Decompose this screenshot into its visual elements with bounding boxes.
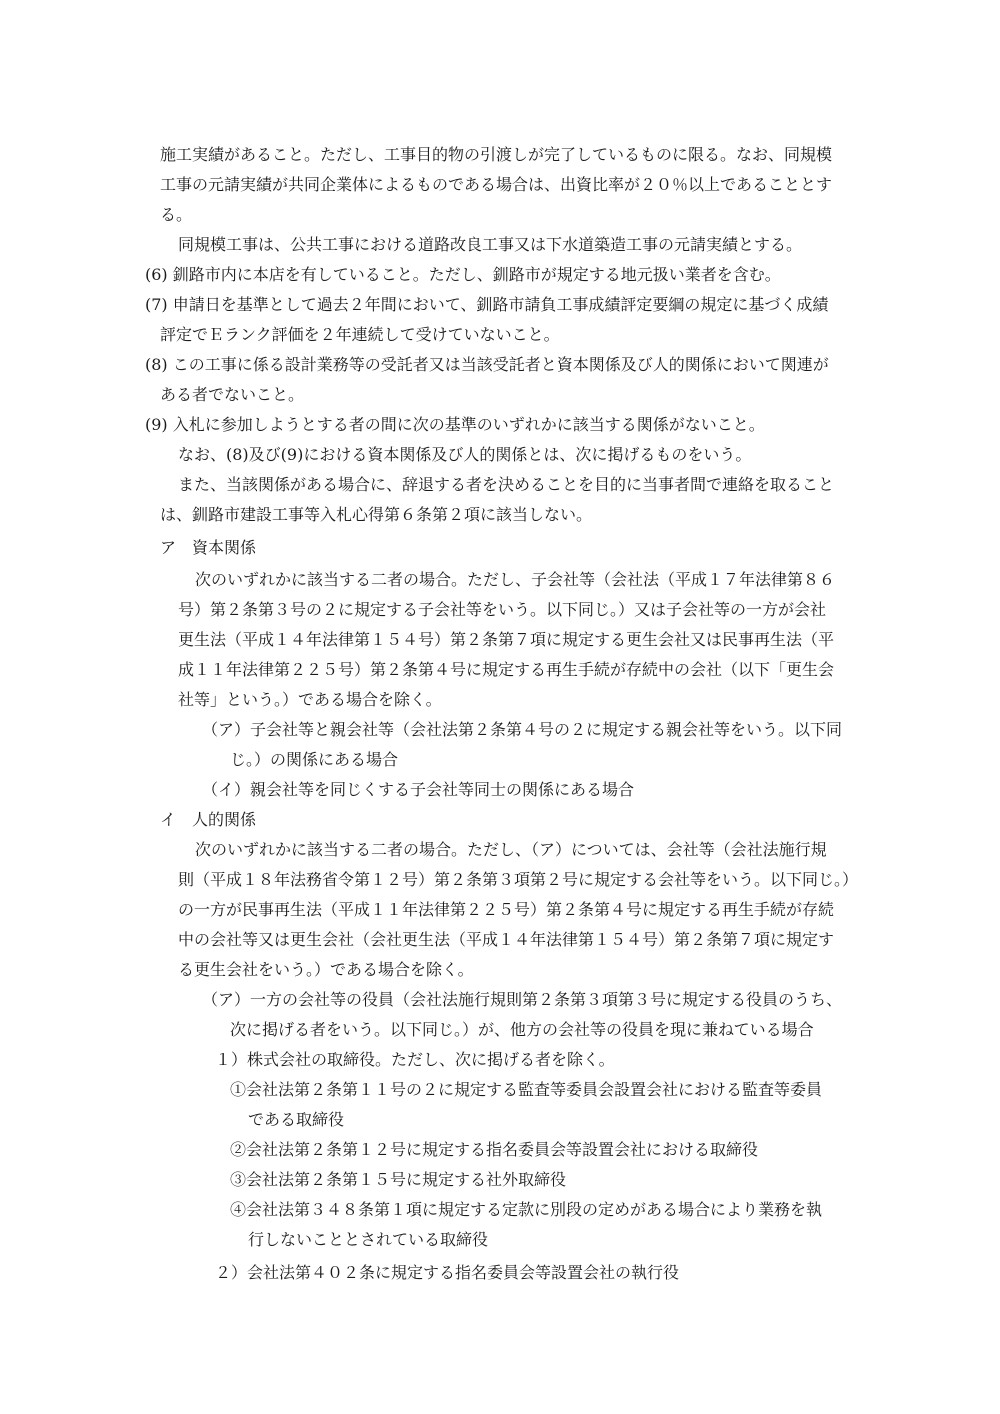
- section-heading-personnel: イ 人的関係: [160, 810, 257, 829]
- list-item-6: (6) 釧路市内に本店を有していること。ただし、釧路市が規定する地元扱い業者を含む。: [145, 265, 781, 284]
- text-line: 社等」という。）である場合を除く。: [178, 690, 442, 709]
- list-item-a: （ア）一方の会社等の役員（会社法施行規則第２条第３項第３号に規定する役員のうち、: [202, 990, 843, 1009]
- list-item-1: １）株式会社の取締役。ただし、次に掲げる者を除く。: [215, 1050, 615, 1069]
- list-item-9: (9) 入札に参加しようとする者の間に次の基準のいずれかに該当する関係がないこと。: [145, 415, 765, 434]
- list-item-circled-2: ②会社法第２条第１２号に規定する指名委員会等設置会社における取締役: [230, 1140, 759, 1159]
- text-line: ある者でないこと。: [160, 385, 305, 404]
- text-line: 評定でＥランク評価を２年連続して受けていないこと。: [160, 325, 560, 344]
- list-item-i: （イ）親会社等を同じくする子会社等同士の関係にある場合: [202, 780, 635, 799]
- text-line: 中の会社等又は更生会社（会社更生法（平成１４年法律第１５４号）第２条第７項に規定す: [178, 930, 835, 949]
- text-line: 施工実績があること。ただし、工事目的物の引渡しが完了しているものに限る。なお、同規模: [160, 145, 833, 164]
- list-item-circled-4: ④会社法第３４８条第１項に規定する定款に別段の定めがある場合により業務を執: [230, 1200, 823, 1219]
- text-line: 次に掲げる者をいう。以下同じ。）が、他方の会社等の役員を現に兼ねている場合: [230, 1020, 814, 1039]
- text-line: 更生法（平成１４年法律第１５４号）第２条第７項に規定する更生会社又は民事再生法（平: [178, 630, 835, 649]
- text-line: である取締役: [248, 1110, 345, 1129]
- text-line: 次のいずれかに該当する二者の場合。ただし、（ア）については、会社等（会社法施行規: [195, 840, 827, 859]
- text-line: 則（平成１８年法務省令第１２号）第２条第３項第２号に規定する会社等をいう。以下同じ。）: [178, 870, 859, 889]
- list-item-circled-1: ①会社法第２条第１１号の２に規定する監査等委員会設置会社における監査等委員: [230, 1080, 823, 1099]
- text-line: 成１１年法律第２２５号）第２条第４号に規定する再生手続が存続中の会社（以下「更生会: [178, 660, 835, 679]
- text-line: る。: [160, 205, 193, 224]
- text-line: は、釧路市建設工事等入札心得第６条第２項に該当しない。: [160, 505, 593, 524]
- text-line: また、当該関係がある場合に、辞退する者を決めることを目的に当事者間で連絡を取ること: [178, 475, 835, 494]
- text-line: じ。）の関係にある場合: [230, 750, 399, 769]
- text-line: 工事の元請実績が共同企業体によるものである場合は、出資比率が２０％以上であることとす: [160, 175, 833, 194]
- list-item-a: （ア）子会社等と親会社等（会社法第２条第４号の２に規定する親会社等をいう。以下同: [202, 720, 843, 739]
- list-item-2: ２）会社法第４０２条に規定する指名委員会等設置会社の執行役: [215, 1263, 680, 1282]
- text-line: 次のいずれかに該当する二者の場合。ただし、子会社等（会社法（平成１７年法律第８６: [195, 570, 836, 589]
- text-line: 行しないこととされている取締役: [248, 1230, 489, 1249]
- list-item-circled-3: ③会社法第２条第１５号に規定する社外取締役: [230, 1170, 567, 1189]
- text-line: る更生会社をいう。）である場合を除く。: [178, 960, 474, 979]
- text-line: 号）第２条第３号の２に規定する子会社等をいう。以下同じ。）又は子会社等の一方が会社: [178, 600, 827, 619]
- text-line: 同規模工事は、公共工事における道路改良工事又は下水道築造工事の元請実績とする。: [178, 235, 803, 254]
- text-line: なお、(8)及び(9)における資本関係及び人的関係とは、次に掲げるものをいう。: [178, 445, 752, 464]
- text-line: の一方が民事再生法（平成１１年法律第２２５号）第２条第４号に規定する再生手続が存続: [178, 900, 835, 919]
- list-item-8: (8) この工事に係る設計業務等の受託者又は当該受託者と資本関係及び人的関係において関連が: [145, 355, 829, 374]
- list-item-7: (7) 申請日を基準として過去２年間において、釧路市請負工事成績評定要綱の規定に基づく成績: [145, 295, 829, 314]
- section-heading-capital: ア 資本関係: [160, 538, 257, 557]
